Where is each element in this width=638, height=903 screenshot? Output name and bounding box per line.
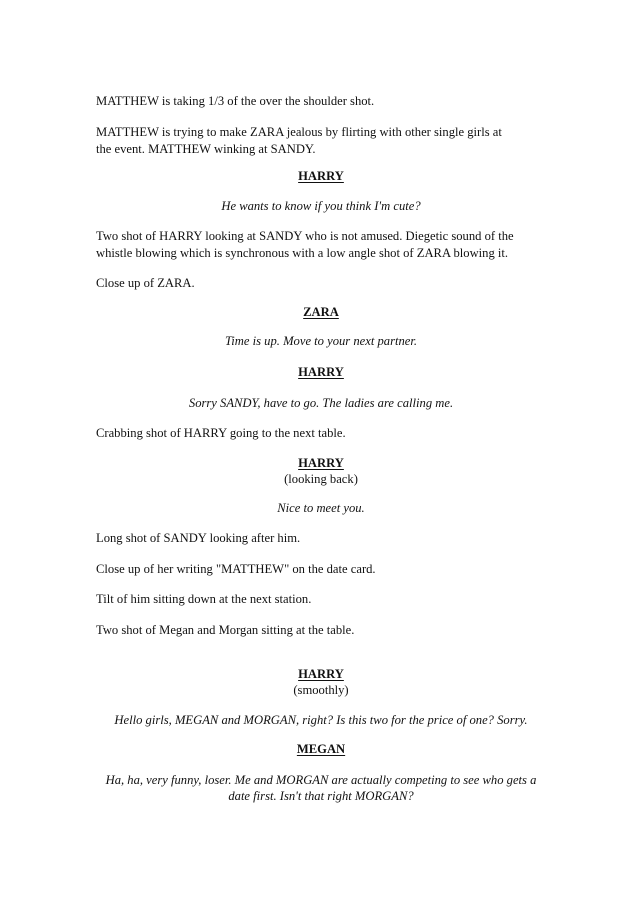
- action-line: Tilt of him sitting down at the next station.: [96, 592, 312, 606]
- character-name: HARRY: [298, 169, 344, 183]
- action-line: MATTHEW is trying to make ZARA jealous by flirting with other single girls at: [96, 125, 502, 139]
- dialogue-line: He wants to know if you think I'm cute?: [221, 199, 421, 213]
- action-line: Close up of ZARA.: [96, 276, 195, 290]
- character-name: HARRY: [298, 365, 344, 379]
- parenthetical: (smoothly): [293, 683, 349, 697]
- action-line: MATTHEW is taking 1/3 of the over the shoulder shot.: [96, 94, 375, 108]
- action-line: Crabbing shot of HARRY going to the next table.: [96, 426, 346, 440]
- action-line: Two shot of Megan and Morgan sitting at the table.: [96, 623, 355, 637]
- action-line: whistle blowing which is synchronous with a low angle shot of ZARA blowing it.: [96, 246, 509, 260]
- action-line: Long shot of SANDY looking after him.: [96, 531, 301, 545]
- parenthetical: (looking back): [284, 472, 358, 486]
- dialogue-line: Sorry SANDY, have to go. The ladies are calling me.: [188, 396, 454, 410]
- dialogue-line: Ha, ha, very funny, loser. Me and MORGAN are actually competing to see who gets a: [105, 773, 537, 787]
- character-name: HARRY: [298, 667, 344, 681]
- dialogue-line: Hello girls, MEGAN and MORGAN, right? Is this two for the price of one? Sorry.: [114, 713, 528, 727]
- character-name: ZARA: [303, 305, 339, 319]
- character-name: HARRY: [298, 456, 344, 470]
- dialogue-line: Time is up. Move to your next partner.: [224, 334, 418, 348]
- dialogue-line: date first. Isn't that right MORGAN?: [228, 789, 414, 803]
- character-name: MEGAN: [296, 742, 346, 756]
- dialogue-line: Nice to meet you.: [277, 501, 365, 515]
- action-line: the event. MATTHEW winking at SANDY.: [96, 142, 316, 156]
- action-line: Close up of her writing "MATTHEW" on the date card.: [96, 562, 376, 576]
- action-line: Two shot of HARRY looking at SANDY who is not amused. Diegetic sound of the: [96, 229, 514, 243]
